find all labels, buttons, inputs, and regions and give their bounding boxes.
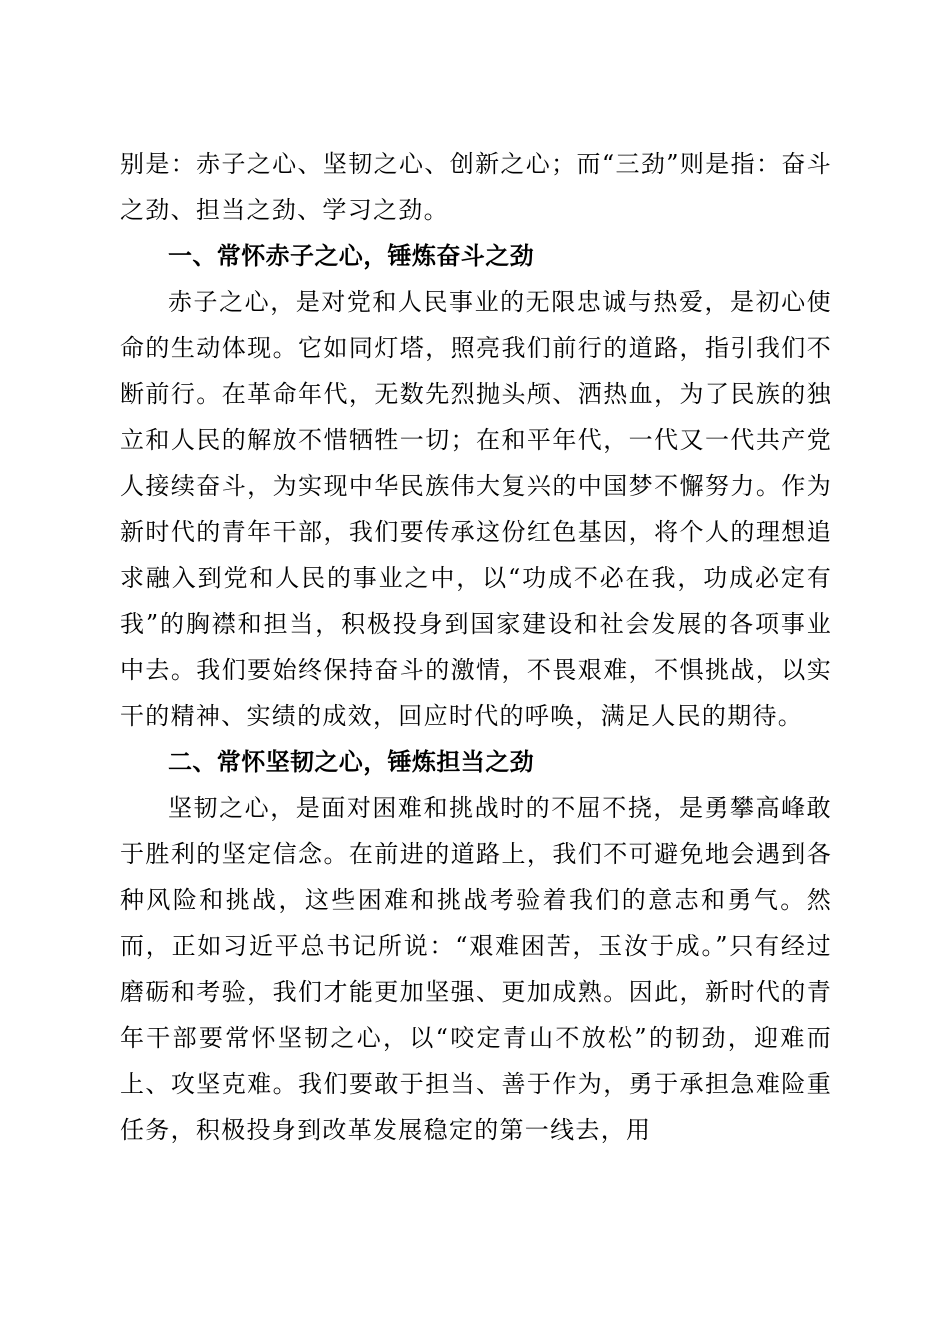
- section-1-paragraph: 赤子之心，是对党和人民事业的无限忠诚与热爱，是初心使命的生动体现。它如同灯塔，照亮我们前行的道路，指引我们不断前行。在革命年代，无数先烈抛头颅、洒热血，为了民族的独立和人民的解放不惜牺牲一切；在和平年代，一代又一代共产党人接续奋斗，为实现中华民族伟大复兴的中国梦不懈努力。作为新时代的青年干部，我们要传承这份红色基因，将个人的理想追求融入到党和人民的事业之中，以“功成不必在我，功成必定有我”的胸襟和担当，积极投身到国家建设和社会发展的各项事业中去。我们要始终保持奋斗的激情，不畏艰难，不惧挑战，以实干的精神、实绩的成效，回应时代的呼唤，满足人民的期待。: [120, 288, 832, 730]
- section-1-heading: 一、常怀赤子之心，锤炼奋斗之劲: [168, 242, 534, 270]
- intro-continuation-paragraph: 别是：赤子之心、坚韧之心、创新之心；而“三劲”则是指：奋斗之劲、担当之劲、学习之劲。: [120, 150, 832, 224]
- section-2-heading: 二、常怀坚韧之心，锤炼担当之劲: [168, 748, 534, 776]
- section-2-paragraph: 坚韧之心，是面对困难和挑战时的不屈不挠，是勇攀高峰敢于胜利的坚定信念。在前进的道路上，我们不可避免地会遇到各种风险和挑战，这些困难和挑战考验着我们的意志和勇气。然而，正如习近平总书记所说：“艰难困苦，玉汝于成。”只有经过磨砺和考验，我们才能更加坚强、更加成熟。因此，新时代的青年干部要常怀坚韧之心，以“咬定青山不放松”的韧劲，迎难而上、攻坚克难。我们要敢于担当、善于作为，勇于承担急难险重任务，积极投身到改革发展稳定的第一线去，用: [120, 794, 832, 1144]
- document-body: [120, 141, 832, 1153]
